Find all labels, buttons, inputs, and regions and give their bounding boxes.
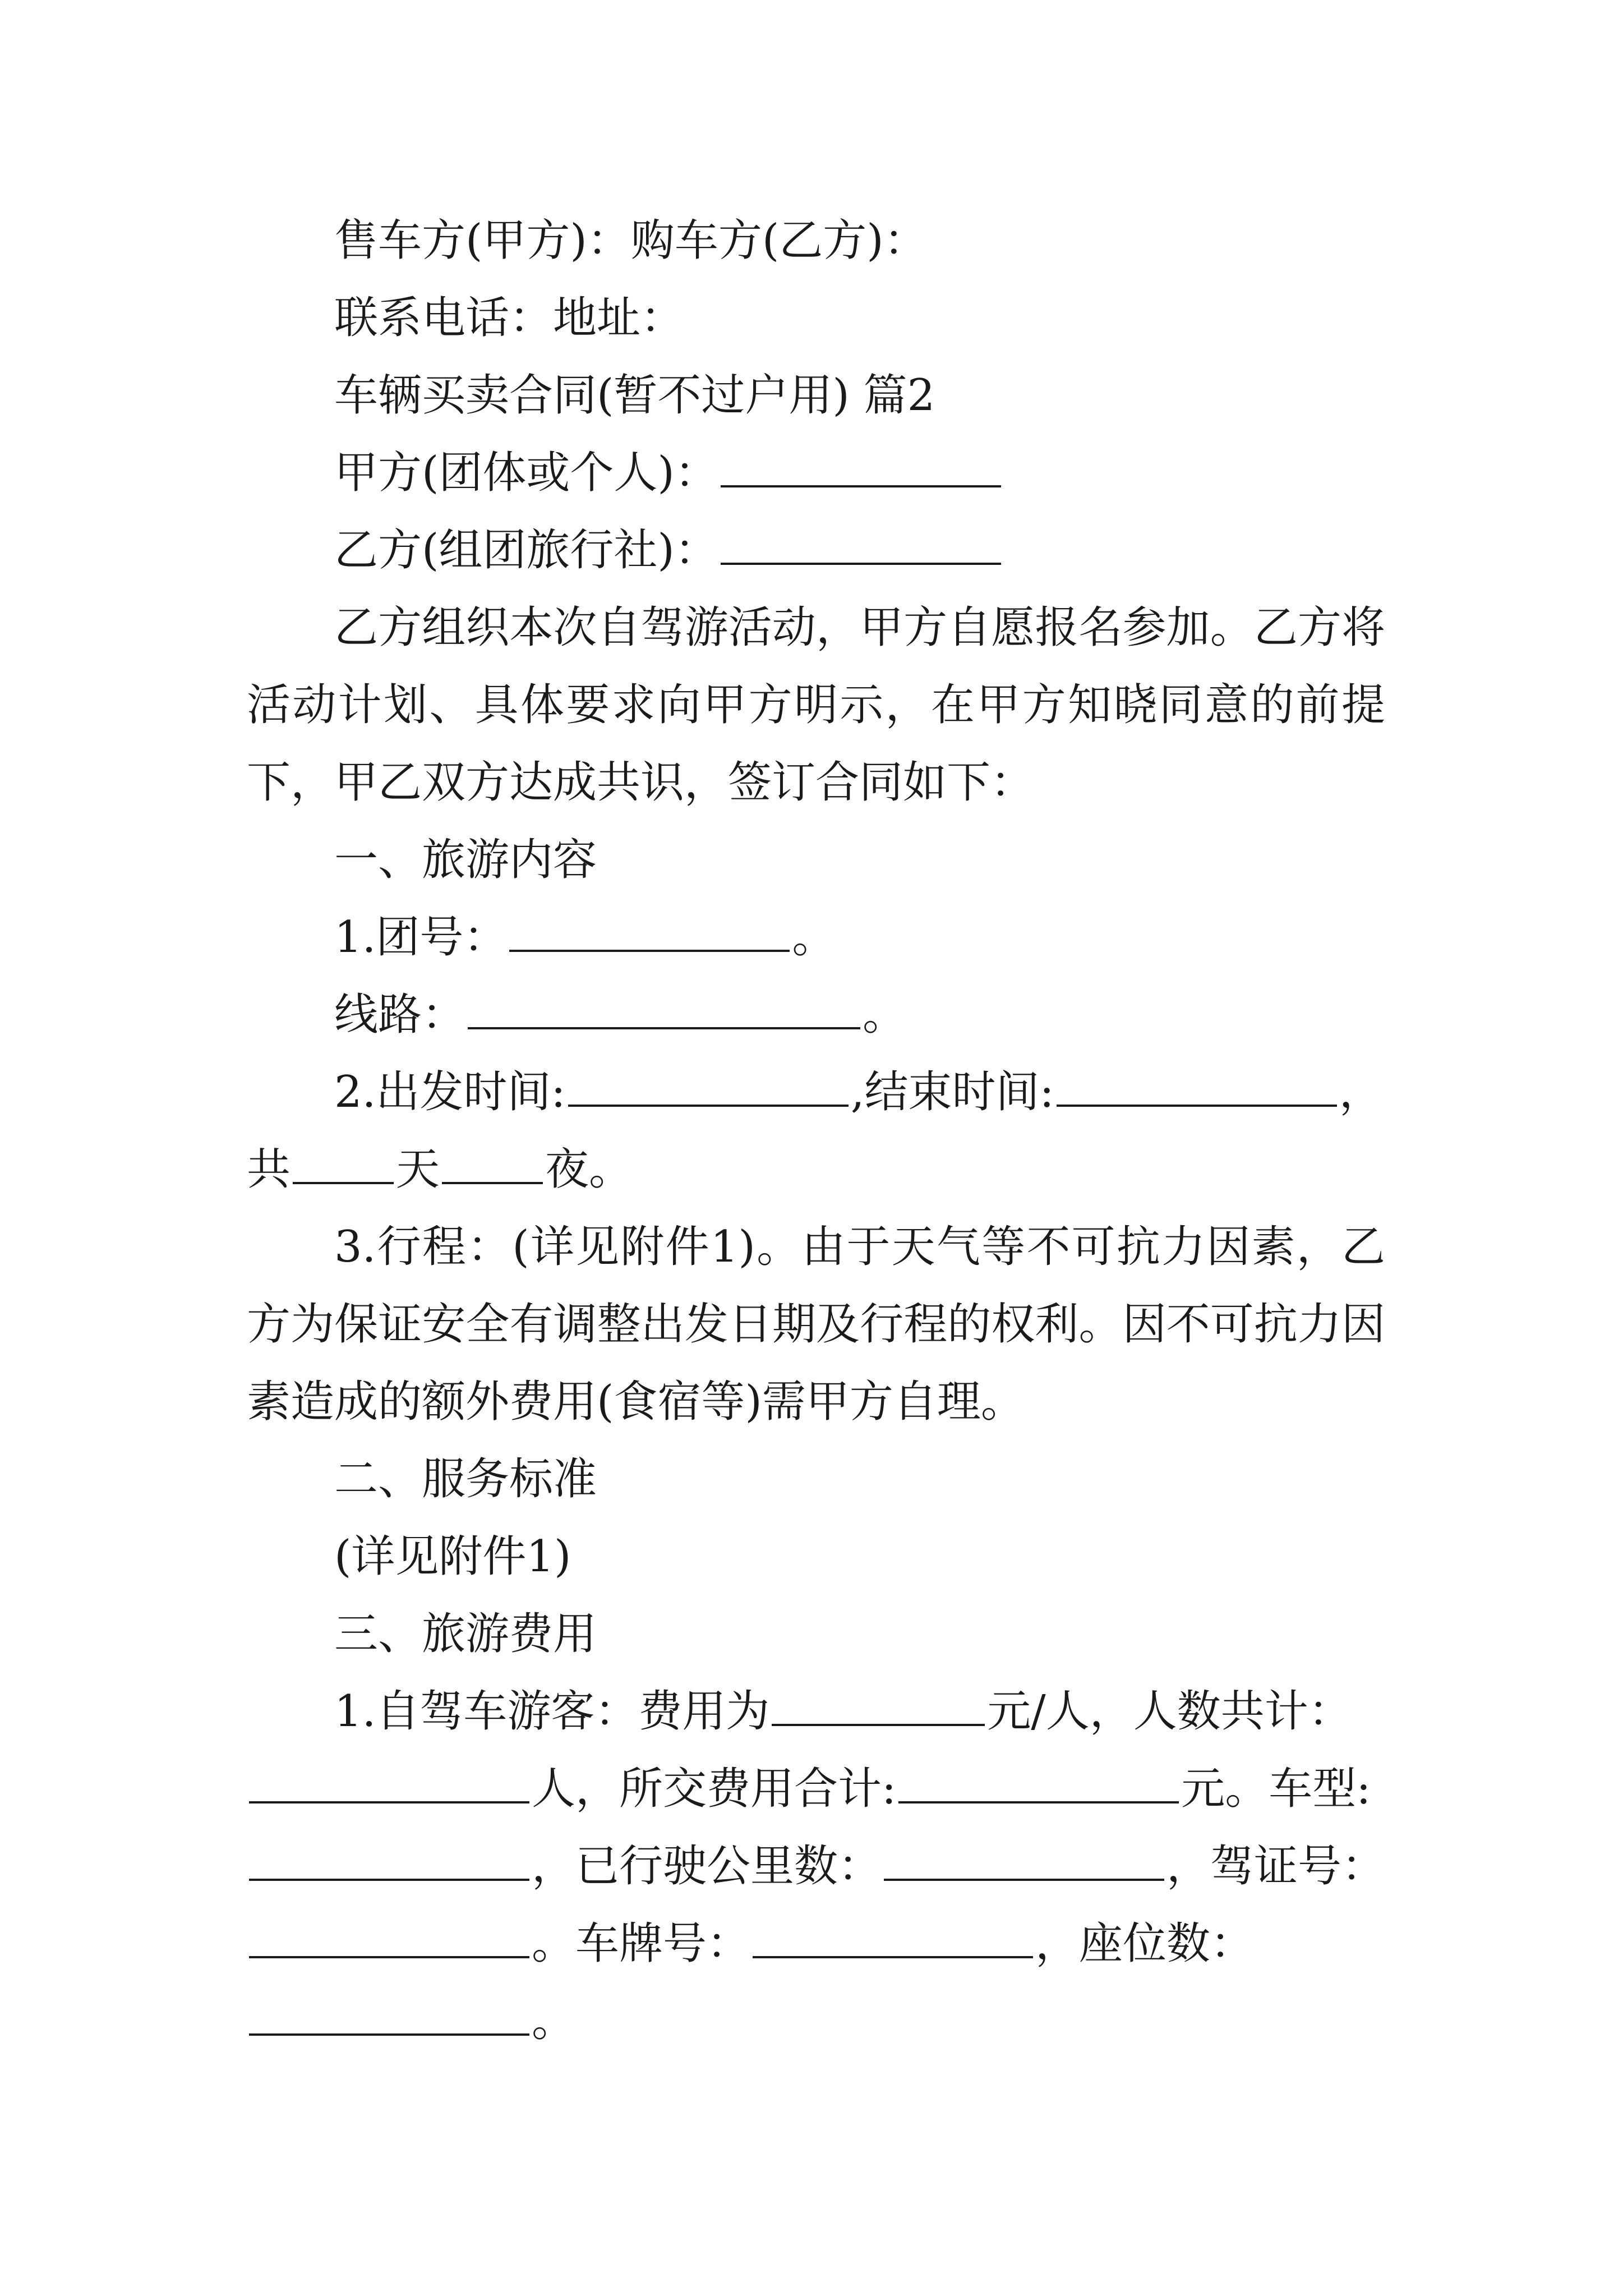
seats-blank[interactable]: [249, 2000, 529, 2036]
route-label: 线路：: [334, 990, 466, 1040]
fee-line-1: [247, 1673, 1385, 1750]
mileage-label: ，已行驶公里数：: [532, 1841, 882, 1892]
car-model-blank[interactable]: [249, 1845, 529, 1881]
party-b-label: 乙方(组团旅行社)：: [334, 525, 718, 576]
route-line: [247, 976, 1385, 1053]
mileage-blank[interactable]: [884, 1845, 1164, 1881]
car-model-label: 元。车型:: [1181, 1764, 1371, 1814]
end-time-label: ,结束时间:: [850, 1067, 1054, 1117]
parties-line: 售车方(甲方)：购车方(乙方)：: [334, 215, 928, 266]
fee-total-label: 人，所交费用合计:: [532, 1764, 897, 1814]
gong-label: 共: [247, 1144, 291, 1195]
plate-label: 。车牌号：: [532, 1918, 751, 1969]
license-blank[interactable]: [249, 1922, 529, 1958]
party-a-label: 甲方(团体或个人)：: [334, 448, 718, 498]
group-number-period: 。: [792, 912, 836, 963]
seats-label: ，座位数：: [1035, 1918, 1255, 1969]
section-2-note: (详见附件1): [334, 1531, 571, 1582]
days-blank[interactable]: [293, 1148, 394, 1184]
section-1-title: 一、旅游内容: [334, 835, 597, 885]
document-body: [247, 202, 1385, 2060]
party-b-blank[interactable]: [721, 529, 1001, 565]
fee-line-3: [247, 1828, 1385, 1905]
section-2-title: 二、服务标准: [334, 1454, 597, 1504]
nights-blank[interactable]: [442, 1148, 543, 1184]
tian-label: 天: [396, 1144, 440, 1195]
headcount-label: 元/人，人数共计：: [987, 1686, 1352, 1737]
route-period: 。: [863, 990, 907, 1040]
party-b-line: [247, 512, 1385, 589]
duration-line: [247, 1131, 1385, 1208]
fee-total-blank[interactable]: [898, 1768, 1179, 1803]
intro-paragraph: 乙方组织本次自驾游活动，甲方自愿报名参加。乙方将活动计划、具体要求向甲方明示，在甲方知晓同意的前提下，甲乙双方达成共识，签订合同如下：: [247, 602, 1385, 808]
contract-title-2: 车辆买卖合同(暂不过户用) 篇2: [334, 370, 935, 421]
group-number-blank[interactable]: [509, 916, 790, 952]
party-a-line: [247, 434, 1385, 512]
fee-line-4: [247, 1905, 1385, 1982]
time-comma: ，: [1339, 1067, 1383, 1117]
contact-line: 联系电话：地址：: [334, 293, 685, 343]
group-number-line: [247, 899, 1385, 976]
time-line: [247, 1053, 1385, 1131]
group-number-label: 1.团号：: [334, 912, 508, 963]
fee-per-person-label: 1.自驾车游客：费用为: [334, 1686, 770, 1737]
depart-time-label: 2.出发时间:: [334, 1067, 566, 1117]
fee-per-person-blank[interactable]: [772, 1690, 985, 1726]
fee-line-5: [247, 1982, 1385, 2060]
fee-line-2: [247, 1750, 1385, 1828]
seats-period: 。: [532, 1996, 576, 2046]
plate-blank[interactable]: [753, 1922, 1033, 1958]
depart-time-blank[interactable]: [568, 1071, 849, 1107]
section-3-title: 三、旅游费用: [334, 1609, 597, 1659]
route-blank[interactable]: [468, 993, 860, 1029]
license-label: ，驾证号：: [1166, 1841, 1386, 1892]
itinerary-paragraph: 3.行程：(详见附件1)。由于天气等不可抗力因素，乙方为保证安全有调整出发日期及行程的权利。因不可抗力因素造成的额外费用(食宿等)需甲方自理。: [247, 1222, 1385, 1427]
party-a-blank[interactable]: [721, 452, 1001, 487]
end-time-blank[interactable]: [1057, 1071, 1337, 1107]
ye-label: 夜。: [545, 1144, 633, 1195]
headcount-blank[interactable]: [249, 1768, 529, 1803]
